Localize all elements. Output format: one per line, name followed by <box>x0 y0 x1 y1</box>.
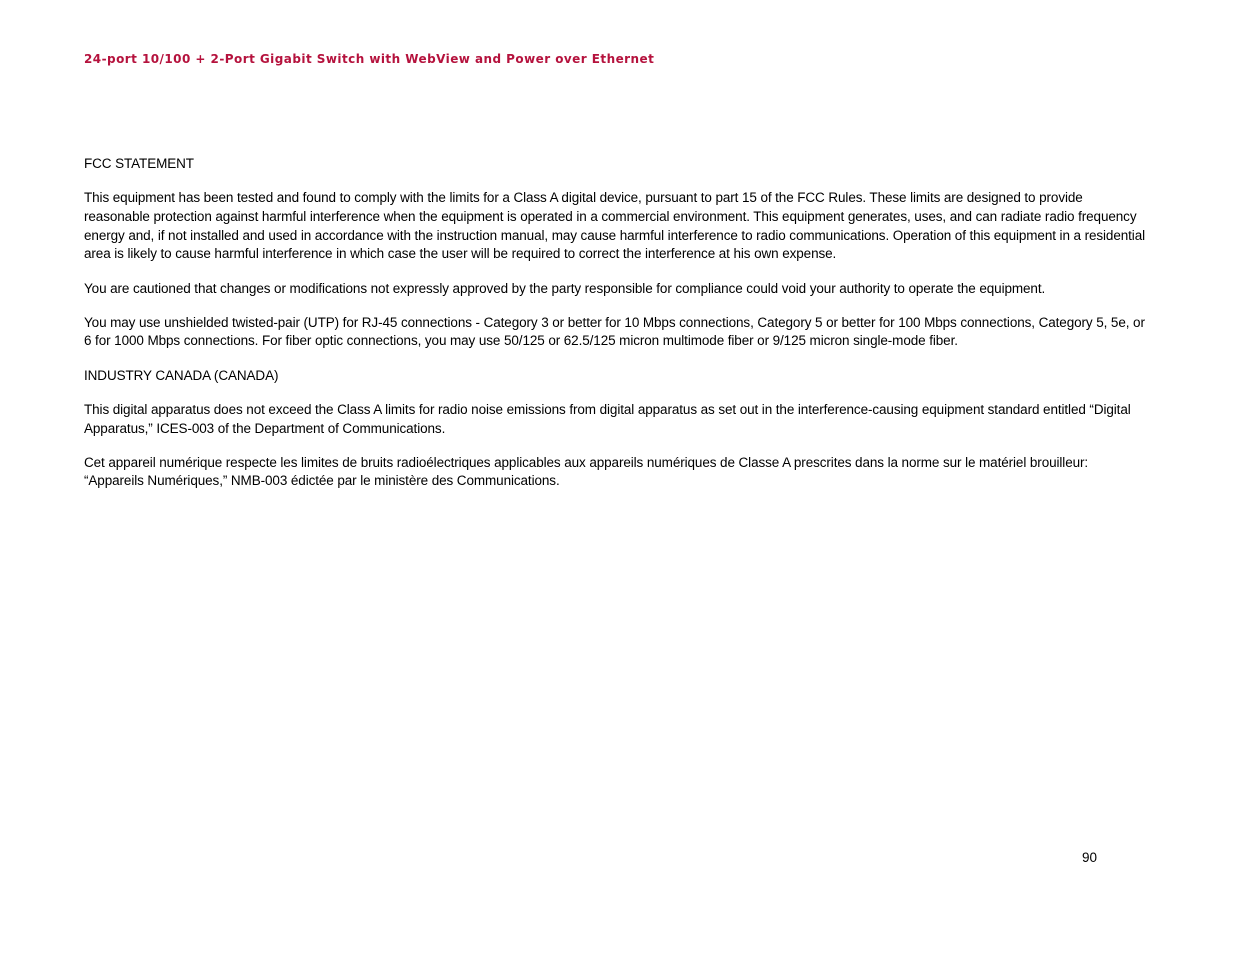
fcc-paragraph-caution: You are cautioned that changes or modifications not expressly approved by the party responsible for compliance could void your authority to operate the equipment. <box>84 280 1046 296</box>
canada-paragraph-english: This digital apparatus does not exceed the Class A limits for radio noise emissions from digital apparatus as set out in the interference-causing equipment standard entitled “Digital Apparatus,” ICES-003 of the Department of Communications. <box>84 401 1131 436</box>
fcc-paragraph-cabling: You may use unshielded twisted-pair (UTP) for RJ-45 connections - Category 3 or better for 10 Mbps connections, Category 5 or better for 100 Mbps connections, Category 5, 5e, or 6 for 1000 Mbps connections. For fiber optic connections, you may use 50/125 or 62.5/125 micron multimode fiber or 9/125 micron single-mode fiber. <box>84 314 1145 349</box>
section-heading-industry-canada: INDUSTRY CANADA (CANADA) <box>84 367 279 383</box>
canada-paragraph-french: Cet appareil numérique respecte les limites de bruits radioélectriques applicables aux appareils numériques de Classe A prescrites dans la norme sur le matériel brouilleur: “Appareils Numériques,” NMB-003 édictée par le ministère des Communications. <box>84 454 1089 489</box>
section-heading-fcc: FCC STATEMENT <box>84 156 194 171</box>
fcc-paragraph-compliance: This equipment has been tested and found to comply with the limits for a Class A digital device, pursuant to part 15 of the FCC Rules. These limits are designed to provide reasonable protection against harmful interference when the equipment is operated in a commercial environment. This equipment generates, uses, and can radiate radio frequency energy and, if not installed and used in accordance with the instruction manual, may cause harmful interference to radio communications. Operation of this equipment in a residential area is likely to cause harmful interference in which case the user will be required to correct the interference at his own expense. <box>84 190 1145 262</box>
running-header-title: 24-port 10/100 + 2-Port Gigabit Switch with WebView and Power over Ethernet <box>84 52 655 66</box>
document-body <box>84 155 1150 507</box>
page-number: 90 <box>1082 850 1098 865</box>
